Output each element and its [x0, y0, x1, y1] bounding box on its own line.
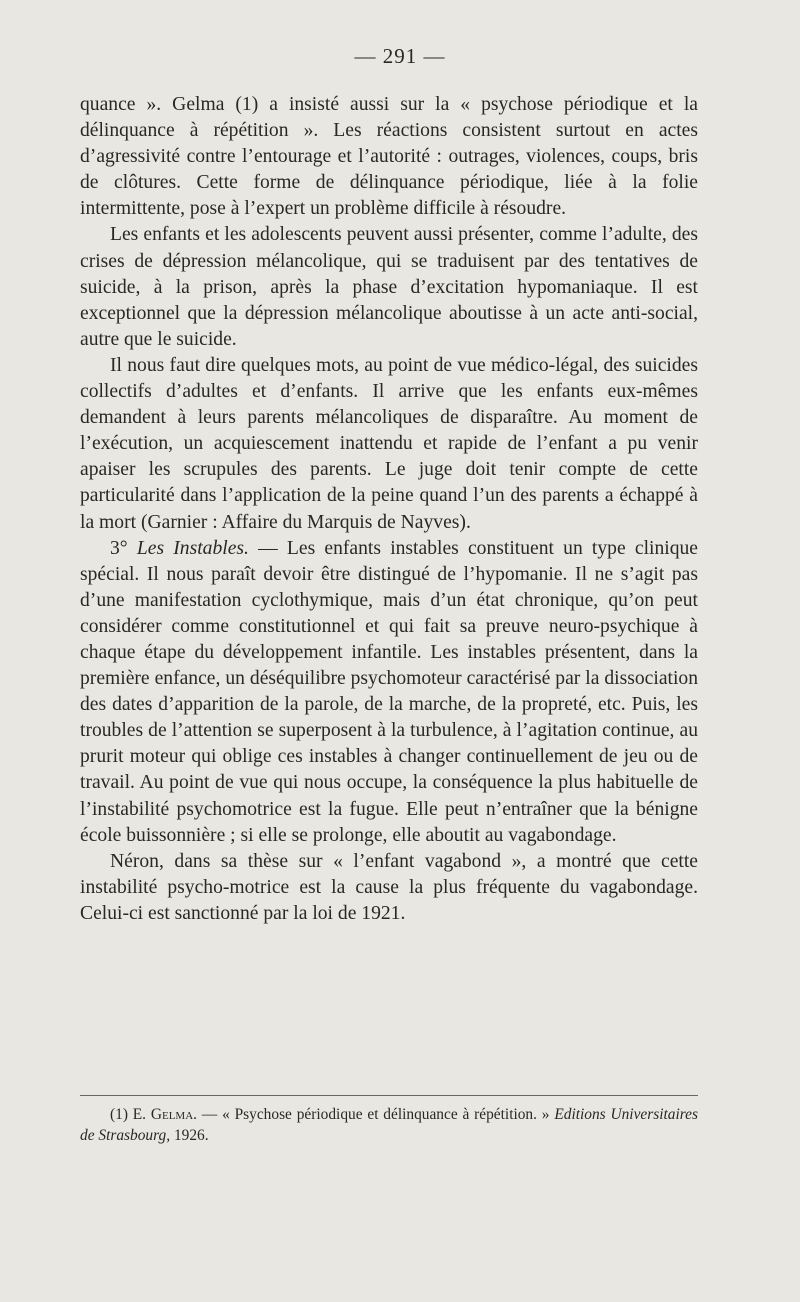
footnote-marker: (1) E. — [110, 1106, 147, 1123]
paragraph-depression: Les enfants et les adolescents peuvent aussi présenter, comme l’adulte, des crises de dépression mélancolique, qui se traduisent par des tentatives de suicide, à la prison, après la phase d’excitation hypomaniaque. Il est exceptionnel que la dépression mélancolique aboutisse à un acte anti-social, autre que le suicide. — [80, 224, 698, 350]
paragraph-neron: Néron, dans sa thèse sur « l’enfant vagabond », a montré que cette instabilité psycho-motrice est la cause la plus fréquente du vagabondage. Celui-ci est sanctionné par la loi de 1921. — [80, 850, 698, 924]
page-number: — 291 — — [354, 44, 446, 68]
paragraph-collective-suicides: Il nous faut dire quelques mots, au point de vue médico-légal, des suicides collectifs d’adultes et d’enfants. Il arrive que les enfants eux-mêmes demandent à leurs parents mélancoliques de disparaître. Au moment de l’exécution, un acquiescement inattendu et rapide de l’enfant a pu venir apaiser les scrupules des parents. Le juge doit tenir compte de cette particularité dans l’application de la peine quand l’un des parents a échappé à la mort (Garnier : Affaire du Marquis de Nayves). — [80, 354, 698, 533]
body-text — [80, 92, 698, 927]
paragraph-continuation: quance ». Gelma (1) a insisté aussi sur la « psychose périodique et la délinquance à répétition ». Les réactions consistent surtout en actes d’agressivité contre l’entourage et l’autorité : outrages, violences, coups, bris de clôtures. Cette forme de délinquance périodique, liée à la folie intermittente, pose à l’expert un problème difficile à résoudre. — [80, 94, 698, 220]
paragraph-instables — [80, 536, 698, 849]
footnote-publisher: Editions Universitaires de Strasbourg, — [80, 1106, 698, 1144]
section-text: Les enfants instables constituent un type clinique spécial. Il nous paraît devoir être distingué de l’hypomanie. Il ne s’agit pas d’une manifestation cyclothymique, mais d’un état chronique, qu’on peut considérer comme constitutionnel et qui fait sa preuve neuro-psychique à chaque étape du développement infantile. Les instables présentent, dans la première enfance, un déséquilibre psychomoteur caractérisé par la dissociation des dates d’apparition de la parole, de la marche, de la propreté, etc. Puis, les troubles de l’attention se superposent à la turbulence, à l’agitation continue, au prurit moteur qui oblige ces instables à changer continuellement de jeu ou de travail. Au point de vue qui nous occupe, la conséquence la plus habituelle de l’instabilité psychomotrice est la fugue. Elle peut n’entraîner que la bénigne école buissonnière ; si elle se prolonge, elle aboutit au vagabondage. — [80, 537, 698, 846]
footnote — [80, 1104, 698, 1146]
footnote-text — [80, 1104, 698, 1146]
footnote-title: — « Psychose périodique et délinquance à répétition. » — [201, 1106, 550, 1123]
section-title: Les Instables. — [136, 537, 249, 559]
footnote-year: 1926. — [173, 1127, 209, 1144]
section-number: 3° — [110, 537, 128, 559]
footnote-divider — [80, 1095, 698, 1096]
footnote-author: Gelma. — [150, 1106, 198, 1123]
section-dash: — — [258, 537, 278, 559]
